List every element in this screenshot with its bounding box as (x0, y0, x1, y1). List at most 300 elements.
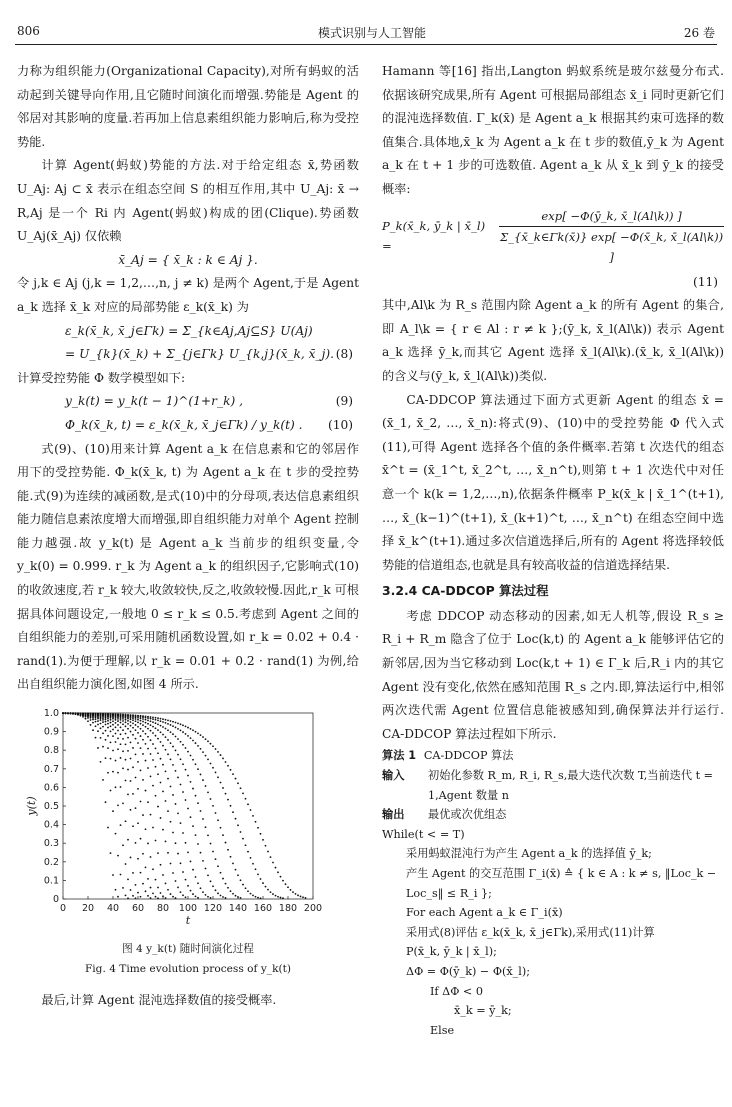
curve-point (170, 758, 172, 760)
curve-point (235, 869, 237, 871)
curve-point (100, 727, 102, 729)
curve-point (170, 893, 172, 895)
algorithm-line: P(x̄_k, ȳ_k | x̄_l); (406, 945, 497, 959)
curve-point (220, 872, 222, 874)
curve-point (160, 864, 162, 866)
curve-point (155, 748, 157, 750)
curve-point (212, 767, 214, 769)
curve-point (212, 745, 214, 747)
curve-point (165, 800, 167, 802)
curve-point (150, 814, 152, 816)
curve-point (170, 821, 172, 823)
curve-point (162, 726, 164, 728)
y-tick-label: 0.6 (43, 782, 59, 794)
curve-point (145, 719, 147, 721)
curve-point (235, 778, 237, 780)
y-tick-label: 0.8 (43, 745, 59, 757)
equation-9: y_k(t) = y_k(t − 1)^(1+r_k) , (9) (65, 394, 353, 409)
curve-point (127, 720, 129, 722)
curve-point (125, 714, 127, 716)
curve-point (197, 897, 199, 899)
curve-point (225, 883, 227, 885)
curve-point (210, 763, 212, 765)
curve-point (217, 819, 219, 821)
curve-point (222, 878, 224, 880)
curve-point (240, 831, 242, 833)
curve-point (177, 813, 179, 815)
curve-point (122, 844, 124, 846)
curve-point (135, 897, 137, 899)
curve-point (142, 883, 144, 885)
curve-point (172, 733, 174, 735)
curve-point (232, 773, 234, 775)
curve-point (247, 851, 249, 853)
curve-point (97, 713, 99, 715)
curve-point (120, 824, 122, 826)
curve-point (117, 724, 119, 726)
curve-point (120, 743, 122, 745)
curve-point (162, 721, 164, 723)
y-tick-label: 0.2 (43, 856, 59, 868)
curve-point (147, 736, 149, 738)
curve-point (140, 769, 142, 771)
curve-point (195, 895, 197, 897)
curve-point (95, 713, 97, 715)
curve-point (65, 712, 67, 714)
curve-point (175, 722, 177, 724)
curve-point (120, 714, 122, 716)
curve-point (155, 735, 157, 737)
curve-point (162, 895, 164, 897)
curve-point (195, 834, 197, 836)
curve-point (172, 896, 174, 898)
curve-point (172, 832, 174, 834)
page-number: 806 (17, 24, 40, 38)
y-axis-label: y(t) (25, 796, 38, 816)
curve-point (170, 786, 172, 788)
curve-point (110, 852, 112, 854)
curve-point (150, 718, 152, 720)
curve-point (155, 727, 157, 729)
curve-point (120, 874, 122, 876)
curve-point (137, 742, 139, 744)
curve-point (97, 724, 99, 726)
curve-point (107, 718, 109, 720)
curve-point (135, 884, 137, 886)
curve-point (80, 712, 82, 714)
curve-point (132, 727, 134, 729)
curve-point (107, 727, 109, 729)
curve-point (127, 794, 129, 796)
curve-point (167, 889, 169, 891)
curve-point (155, 722, 157, 724)
curve-point (127, 879, 129, 881)
curve-point (115, 722, 117, 724)
curve-point (150, 753, 152, 755)
curve-point (242, 884, 244, 886)
curve-point (185, 769, 187, 771)
curve-point (115, 786, 117, 788)
curve-point (157, 752, 159, 754)
curve-point (277, 896, 279, 898)
algorithm-box (382, 746, 724, 1040)
curve-point (107, 713, 109, 715)
curve-point (160, 718, 162, 720)
curve-point (132, 895, 134, 897)
curve-point (130, 758, 132, 760)
curve-point (170, 742, 172, 744)
curve-point (112, 729, 114, 731)
curve-point (210, 880, 212, 882)
curve-point (185, 896, 187, 898)
curve-point (107, 720, 109, 722)
curve-point (160, 741, 162, 743)
curve-point (122, 887, 124, 889)
curve-point (125, 894, 127, 896)
curve-point (215, 858, 217, 860)
curve-point (170, 720, 172, 722)
curve-point (102, 746, 104, 748)
curve-point (150, 730, 152, 732)
curve-point (182, 763, 184, 765)
x-tick-label: 200 (303, 903, 323, 915)
curve-point (202, 891, 204, 893)
curve-point (245, 798, 247, 800)
curve-point (137, 892, 139, 894)
curve-point (205, 868, 207, 870)
curve-point (195, 876, 197, 878)
curve-point (290, 889, 292, 891)
curve-point (180, 784, 182, 786)
curve-point (247, 803, 249, 805)
curve-point (277, 871, 279, 873)
paragraph: 计算 Agent(蚂蚁)势能的方法.对于给定组态 x̄,势函数 U_Aj: Aj ⊂ x̄ 表示在组态空间 S 的相互作用,其中 U_Aj: x̄ → R,Aj 是一个 Ri 内 Agent(蚂蚁)构成的团(Clique).势函数 U_Aj(x̄_Aj) 仅依赖 (17, 158, 359, 244)
curve-point (282, 897, 284, 899)
curve-point (215, 812, 217, 814)
curve-point (147, 748, 149, 750)
curve-point (125, 721, 127, 723)
curve-point (120, 757, 122, 759)
curve-point (85, 713, 87, 715)
curve-point (215, 748, 217, 750)
curve-point (150, 724, 152, 726)
curve-point (157, 852, 159, 854)
curve-point (187, 808, 189, 810)
curve-point (130, 742, 132, 744)
curve-point (100, 719, 102, 721)
curve-point (122, 767, 124, 769)
curve-point (255, 896, 257, 898)
curve-point (227, 799, 229, 801)
curve-point (240, 879, 242, 881)
x-tick-label: 140 (228, 903, 248, 915)
curve-point (240, 787, 242, 789)
curve-point (192, 788, 194, 790)
curve-point (187, 885, 189, 887)
algorithm-line: ΔΦ = Φ(ȳ_k) − Φ(x̄_l); (406, 964, 530, 978)
curve-point (107, 772, 109, 774)
curve-point (117, 748, 119, 750)
curve-point (112, 750, 114, 752)
curve-point (260, 878, 262, 880)
curve-point (247, 890, 249, 892)
equation-8a: ε_k(x̄_k, x̄_j∈Γk) = Σ_{k∈Aj,Aj⊆S} U(Aj) (65, 323, 313, 338)
curve-point (217, 776, 219, 778)
curve-point (155, 795, 157, 797)
curve-point (117, 896, 119, 898)
curve-point (222, 834, 224, 836)
curve-point (115, 741, 117, 743)
curve-point (172, 794, 174, 796)
curve-point (142, 730, 144, 732)
curve-point (172, 872, 174, 874)
curve-point (172, 746, 174, 748)
curve-point (202, 818, 204, 820)
curve-point (270, 891, 272, 893)
curve-point (165, 722, 167, 724)
curve-point (135, 842, 137, 844)
curve-point (202, 779, 204, 781)
curve-point (115, 713, 117, 715)
curve-point (115, 833, 117, 835)
curve-point (217, 865, 219, 867)
curve-point (117, 713, 119, 715)
curve-point (140, 723, 142, 725)
curve-point (135, 720, 137, 722)
curve-point (187, 775, 189, 777)
algorithm-line: Else (430, 1023, 455, 1037)
curve-point (140, 872, 142, 874)
curve-point (87, 713, 89, 715)
paragraph: 式(9)、(10)用来计算 Agent a_k 在信息素和它的邻居作用下的受控势能. Φ_k(x̄_k, t) 为 Agent a_k 在 t 步的受控势能.式(9)为连续的减函数,是式(10)中的分母项,表达信息素组织能力随信息素浓度增大而增强,即自组织能力对单个 Agent 控制能力越强.故 y_k(t) 是 Agent a_k 当前步的组织变量,令 y_k(0) = 0.999. r_k 为 Agent a_k 的组织因子,它影响式(10)的收敛速度,若 r_k 较大,收敛较快,反之,收敛较慢.因此,r_k 可根据具体问题设定,一般地 0 ≤ r_k ≤ 0.5.考虑到 Agent 之间的自组织能力的差别,可采用随机函数设置,如 r_k = 0.02 + 0.4 · rand(1).为便于理解,以 r_k = 0.01 + 0.2 · rand(1) 为例,给出自组织能力演化图,如图 4 所示. (17, 441, 359, 692)
curve-point (207, 791, 209, 793)
curve-point (82, 713, 84, 715)
curve-point (160, 720, 162, 722)
y-tick-label: 0.3 (43, 838, 59, 850)
curve-point (292, 891, 294, 893)
curve-point (110, 713, 112, 715)
curve-point (177, 738, 179, 740)
curve-point (152, 732, 154, 734)
curve-point (190, 737, 192, 739)
curve-point (182, 731, 184, 733)
curve-point (297, 894, 299, 896)
curve-point (117, 855, 119, 857)
algorithm-line: 产生 Agent 的交互范围 Γ_i(x̄) ≙ { k ∈ A : k ≠ s, ‖Loc_k − Loc_s‖ ≤ R_i }; (406, 867, 717, 900)
curve-point (180, 730, 182, 732)
curve-point (70, 712, 72, 714)
curve-point (140, 728, 142, 730)
algorithm-input: 输入 初始化参数 R_m, R_i, R_s,最大迭代次数 T,当前迭代 t = 1,Agent 数量 n (382, 769, 714, 802)
curve-point (197, 843, 199, 845)
curve-point (157, 773, 159, 775)
curve-point (152, 759, 154, 761)
curve-point (215, 772, 217, 774)
curve-point (150, 716, 152, 718)
curve-point (140, 718, 142, 720)
curve-point (120, 726, 122, 728)
figure-caption-en: Fig. 4 Time evolution process of y_k(t) (84, 963, 292, 976)
x-tick-label: 20 (81, 903, 95, 915)
curve-point (230, 890, 232, 892)
curve-point (125, 743, 127, 745)
curve-point (112, 720, 114, 722)
curve-point (192, 740, 194, 742)
curve-point (162, 829, 164, 831)
paragraph: Hamann 等[16] 指出,Langton 蚂蚁系统是玻尔兹曼分布式.依据该研究成果,所有 Agent 可根据局部组态 x̄_i 同时更新它们的混沌选择数值. Γ_k(x̄) 是 Agent a_k 根据其约束可选择的数值集合.具体地,x̄_k 为 Agent a_k 在 t 步的数值,ȳ_k 为 Agent a_k 在 t + 1 步的可选数值. Agent a_k 从 x̄_k 到 ȳ_k 的接受概率: (382, 64, 724, 196)
y-tick-label: 0.1 (43, 875, 59, 887)
equation-11-number: (11) (692, 274, 718, 289)
curve-point (102, 779, 104, 781)
curve-point (130, 719, 132, 721)
curve-point (110, 731, 112, 733)
curve-point (175, 727, 177, 729)
curve-point (187, 735, 189, 737)
curve-point (212, 805, 214, 807)
curve-point (125, 820, 127, 822)
curve-point (150, 720, 152, 722)
curve-point (112, 771, 114, 773)
algorithm-line: If ΔΦ < 0 (430, 984, 483, 998)
curve-point (127, 737, 129, 739)
curve-point (177, 754, 179, 756)
curve-point (177, 777, 179, 779)
curve-point (142, 724, 144, 726)
curve-point (172, 721, 174, 723)
curve-point (207, 896, 209, 898)
curve-point (202, 860, 204, 862)
curve-point (95, 721, 97, 723)
curve-point (190, 890, 192, 892)
curve-point (155, 717, 157, 719)
curve-point (167, 778, 169, 780)
curve-point (135, 754, 137, 756)
curve-point (192, 869, 194, 871)
curve-point (132, 734, 134, 736)
curve-point (150, 739, 152, 741)
curve-point (207, 759, 209, 761)
curve-point (132, 793, 134, 795)
curve-point (145, 722, 147, 724)
algorithm-line: 采用式(8)评估 ε_k(x̄_k, x̄_j∈Γk),采用式(11)计算 (406, 925, 655, 939)
curve-point (102, 719, 104, 721)
curve-point (132, 714, 134, 716)
curve-point (165, 728, 167, 730)
curve-point (95, 737, 97, 739)
curve-point (210, 743, 212, 745)
curve-point (120, 733, 122, 735)
x-tick-label: 80 (156, 903, 170, 915)
curve-point (177, 887, 179, 889)
curve-point (222, 896, 224, 898)
curve-point (197, 882, 199, 884)
curve-point (110, 758, 112, 760)
curve-point (92, 713, 94, 715)
curve-point (180, 723, 182, 725)
curve-point (110, 790, 112, 792)
curve-point (200, 887, 202, 889)
curve-point (162, 745, 164, 747)
curve-point (262, 882, 264, 884)
volume-label: 26 卷 (683, 26, 715, 40)
curve-point (175, 897, 177, 899)
curve-point (162, 734, 164, 736)
paragraph: 力称为组织能力(Organizational Capacity),对所有蚂蚁的活动起到关键导向作用,且它随时间演化而增强.势能是 Agent 的邻居对其影响的度量.若再加上信息素组织能力影响后,称为受控势能. (17, 64, 359, 149)
y-tick-label: 0.7 (43, 763, 59, 775)
curve-point (267, 851, 269, 853)
curve-point (232, 863, 234, 865)
curve-point (152, 785, 154, 787)
curve-point (167, 719, 169, 721)
curve-point (182, 894, 184, 896)
curve-point (165, 736, 167, 738)
curve-point (202, 736, 204, 738)
curve-point (120, 719, 122, 721)
curve-point (107, 723, 109, 725)
curve-point (160, 892, 162, 894)
curve-point (280, 876, 282, 878)
x-tick-label: 0 (59, 903, 67, 915)
curve-point (287, 886, 289, 888)
curve-point (112, 874, 114, 876)
curve-point (132, 747, 134, 749)
curve-point (167, 753, 169, 755)
curve-point (207, 740, 209, 742)
curve-point (252, 895, 254, 897)
equation-10: Φ_k(x̄_k, t) = ε_k(x̄_k, x̄_j∈Γk) / y_k(t) . (10) (65, 417, 353, 432)
curve-point (157, 806, 159, 808)
journal-title: 模式识别与人工智能 (318, 26, 427, 40)
curve-point (145, 760, 147, 762)
curve-point (227, 887, 229, 889)
curve-point (95, 718, 97, 720)
x-tick-label: 100 (178, 903, 198, 915)
curve-point (150, 776, 152, 778)
curve-point (125, 780, 127, 782)
curve-point (165, 719, 167, 721)
curve-point (262, 839, 264, 841)
curve-point (265, 845, 267, 847)
curve-point (192, 759, 194, 761)
y-tick-label: 0.9 (43, 726, 59, 738)
curve-point (280, 897, 282, 899)
curve-point (137, 726, 139, 728)
curve-point (135, 777, 137, 779)
curve-point (147, 801, 149, 803)
curve-point (150, 897, 152, 899)
curve-point (100, 713, 102, 715)
curve-point (117, 772, 119, 774)
algorithm-line: While(t < = T) (382, 827, 465, 841)
curve-point (145, 790, 147, 792)
curve-point (157, 897, 159, 899)
curve-point (157, 717, 159, 719)
curve-point (157, 720, 159, 722)
curve-point (232, 893, 234, 895)
curve-point (220, 895, 222, 897)
curve-point (172, 725, 174, 727)
curve-point (212, 851, 214, 853)
curve-point (260, 897, 262, 899)
curve-point (252, 815, 254, 817)
algorithm-output: 输出 最优或次优组态 (382, 808, 507, 822)
curve-point (150, 887, 152, 889)
paragraph: CA-DDCOP 算法通过下面方式更新 Agent 的组态 x̄ = (x̄_1, x̄_2, …, x̄_n):将式(9)、(10)中的受控势能 Φ 代入式(11),可得 Agent 选择各个值的条件概率.若第 t 次迭代的组态 x̄^t = (x̄_1^t, x̄_2^t, …, x̄_n^t),则第 t + 1 次迭代中对任意一个 k(k = 1,2,…,n),依据条件概率 P_k(x̄_k | x̄_1^(t+1), …, x̄_(k−1)^(t+1), x̄_(k+1)^t, …, x̄_n^t) 在组态空间中选择 x̄_k^(t+1).通过多次信道选择后,所有的 Agent 将选择较低势能的信道组态,也就是具有较高收益的信道选择结果. (382, 392, 724, 572)
curve-point (137, 761, 139, 763)
x-tick-label: 40 (106, 903, 120, 915)
curve-point (150, 856, 152, 858)
curve-point (167, 739, 169, 741)
